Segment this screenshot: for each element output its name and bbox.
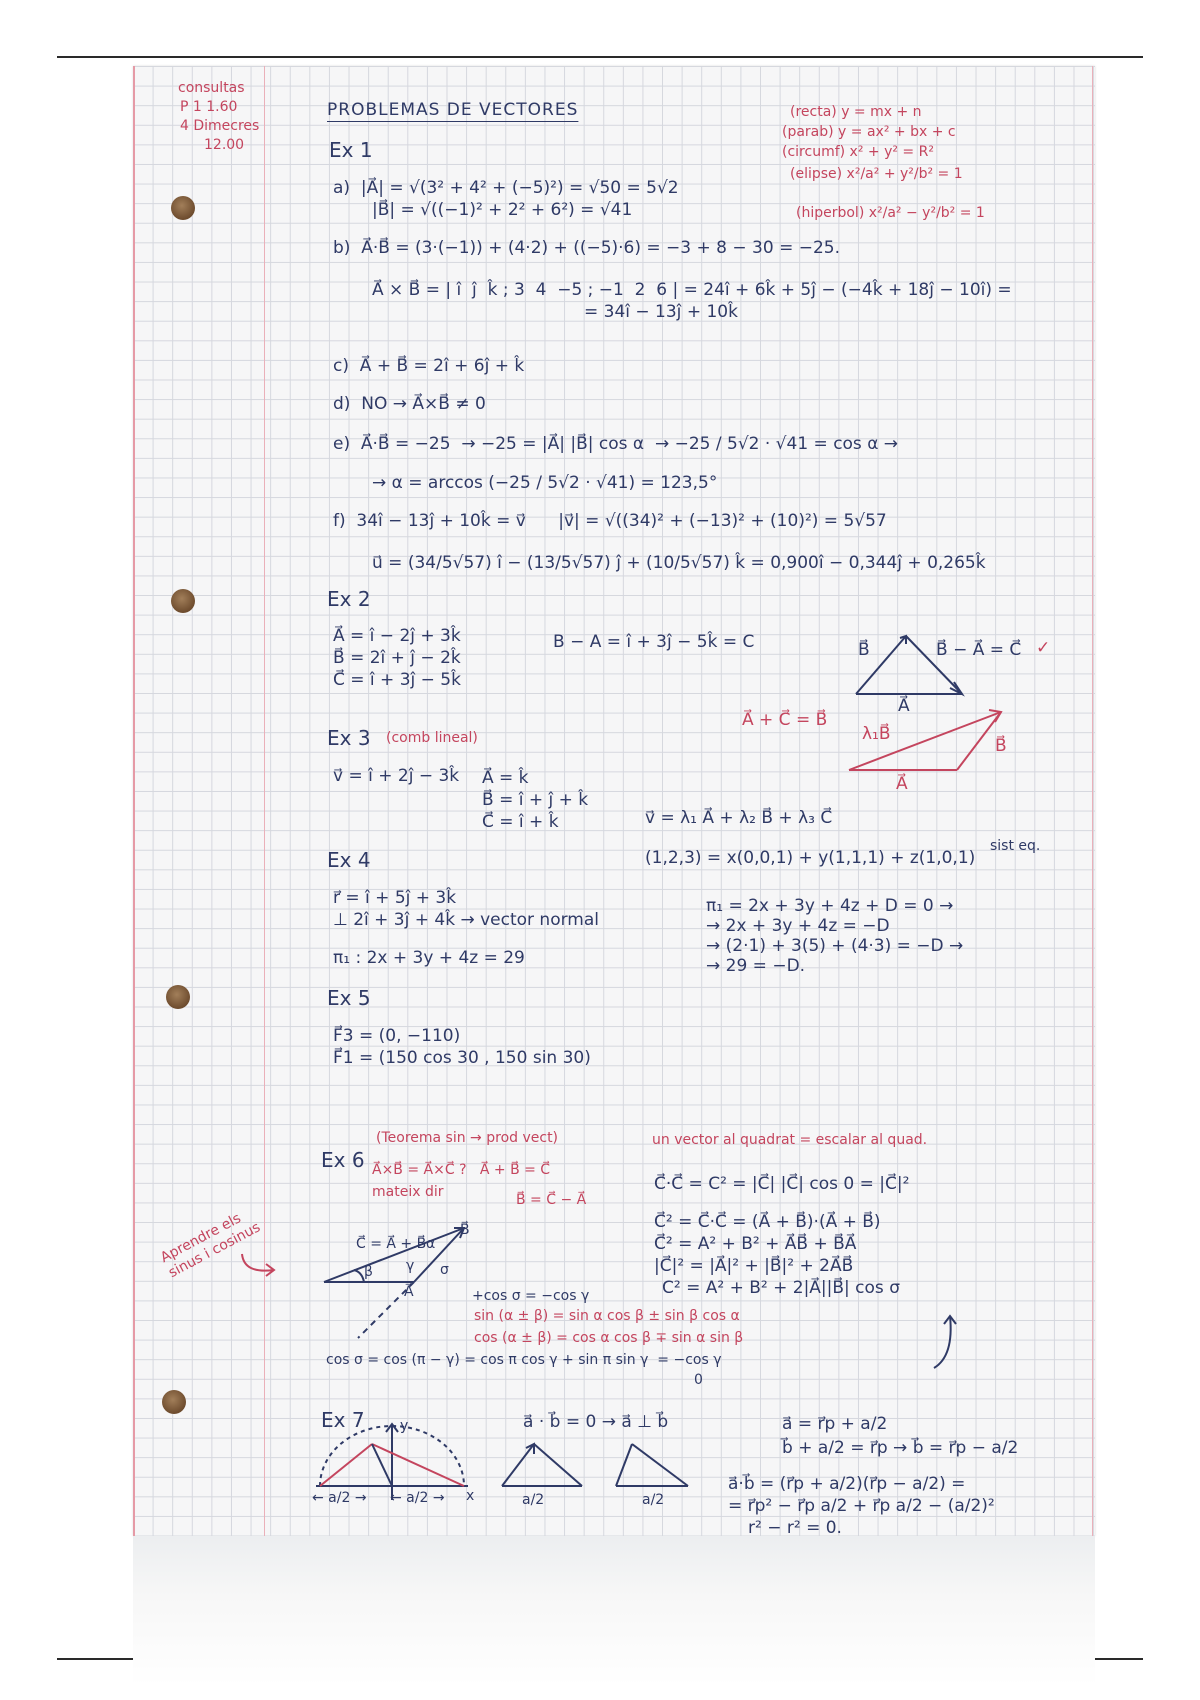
ex6-b-equals: B⃗ = C⃗ − A⃗ bbox=[516, 1192, 587, 1208]
ex5-force-f1: F⃗1 = (150 cos 30 , 150 sin 30) bbox=[333, 1048, 591, 1068]
margin-line-right bbox=[1092, 66, 1093, 1536]
ex7-product-1: a⃗·b⃗ = (r⃗p + a/2)(r⃗p − a/2) = bbox=[728, 1474, 966, 1494]
header-note-line1: consultas bbox=[178, 80, 245, 96]
ex7-half-left: ← a/2 → bbox=[312, 1490, 367, 1506]
ex6-derivation: cos σ = cos (π − γ) = cos π cos γ + sin π sin γ = −cos γ bbox=[326, 1352, 722, 1368]
ex3-vector-v: v⃗ = î + 2ĵ − 3k̂ bbox=[333, 766, 460, 786]
ex4-step1: π₁ = 2x + 3y + 4z + D = 0 → bbox=[706, 896, 954, 916]
ex7-perpendicular: a⃗ · b⃗ = 0 → a⃗ ⊥ b⃗ bbox=[523, 1412, 669, 1432]
ex6-note2: un vector al quadrat = escalar al quad. bbox=[652, 1132, 928, 1148]
ex2-vector-b: B⃗ = 2î + ĵ − 2k̂ bbox=[333, 648, 461, 668]
ex7-axis-x: x bbox=[466, 1488, 475, 1504]
ex4-step3: → (2·1) + 3(5) + (4·3) = −D → bbox=[706, 936, 964, 956]
ex1-f-line1: f) 34î − 13ĵ + 10k̂ = v⃗ |v⃗| = √((34)² + (−13)² + (10)²) = 5√57 bbox=[333, 511, 887, 531]
ex6-cos-rule: cos (α ± β) = cos α cos β ∓ sin α sin β bbox=[474, 1330, 744, 1346]
ex5-label: Ex 5 bbox=[327, 986, 371, 1010]
ex6-fig-alpha: α bbox=[426, 1236, 436, 1252]
ex3-matrix: (1,2,3) = x(0,0,1) + y(1,1,1) + z(1,0,1) bbox=[645, 848, 976, 868]
ex6-fig-b: B⃗ bbox=[460, 1222, 470, 1238]
ex4-vector-r: r⃗ = î + 5ĵ + 3k̂ bbox=[333, 888, 457, 908]
ex3-vector-b: B⃗ = î + ĵ + k̂ bbox=[482, 790, 589, 810]
ex7-triangle-1 bbox=[498, 1438, 588, 1490]
ex3-vector-a: A⃗ = k̂ bbox=[482, 768, 529, 788]
ex2-triangle-diagram bbox=[850, 628, 970, 700]
punch-hole-1 bbox=[171, 196, 195, 220]
margin-line-left bbox=[133, 66, 135, 1536]
ex2-vector-a: A⃗ = î − 2ĵ + 3k̂ bbox=[333, 626, 461, 646]
punch-hole-4 bbox=[162, 1390, 186, 1414]
ex6-cos-relation: +cos σ = −cos γ bbox=[472, 1288, 590, 1304]
ex7-axis-y: y bbox=[400, 1418, 409, 1434]
page-title: PROBLEMAS DE VECTORES bbox=[327, 100, 579, 120]
ex1-f-line2: u⃗ = (34/5√57) î − (13/5√57) ĵ + (10/5√57) k̂ = 0,900î − 0,344ĵ + 0,265k̂ bbox=[372, 553, 986, 573]
ex1-label: Ex 1 bbox=[329, 138, 373, 162]
ex7-a-definition: a⃗ = r⃗p + a/2 bbox=[782, 1414, 888, 1434]
ex6-result-4: |C⃗|² = |A⃗|² + |B⃗|² + 2A⃗B⃗ bbox=[654, 1256, 854, 1276]
ex3-label: Ex 3 bbox=[327, 726, 371, 750]
ex4-step4: → 29 = −D. bbox=[706, 956, 806, 976]
ex7-triangle-1-label: a/2 bbox=[522, 1492, 545, 1508]
formula-circumf: (circumf) x² + y² = R² bbox=[782, 144, 934, 160]
ex2-sum-label: A⃗ + C⃗ = B⃗ bbox=[742, 710, 828, 730]
ex6-fig-a: A⃗ bbox=[404, 1284, 414, 1300]
ex7-half-right: ← a/2 → bbox=[390, 1490, 445, 1506]
ex7-triangle-2 bbox=[612, 1438, 692, 1490]
ex2-check-mark: ✓ bbox=[1036, 638, 1051, 658]
ex1-b-line3: = 34î − 13ĵ + 10k̂ bbox=[584, 302, 738, 322]
ex2-triangle-result: B⃗ − A⃗ = C⃗ bbox=[936, 640, 1022, 660]
ex6-question: A⃗×B⃗ = A⃗×C⃗ ? A⃗ + B⃗ = C⃗ bbox=[372, 1162, 551, 1178]
ex4-plane: π₁ : 2x + 3y + 4z = 29 bbox=[333, 948, 525, 968]
ex6-same-direction: mateix dir bbox=[372, 1184, 444, 1200]
ex1-e-line2: → α = arccos (−25 / 5√2 · √41) = 123,5° bbox=[372, 473, 718, 493]
ex1-e-line1: e) A⃗·B⃗ = −25 → −25 = |A⃗| |B⃗| cos α → −25 / 5√2 · √41 = cos α → bbox=[333, 434, 899, 454]
ex6-result-3: C⃗² = A² + B² + A⃗B⃗ + B⃗A⃗ bbox=[654, 1234, 857, 1254]
margin-line-inner bbox=[264, 66, 265, 1536]
ex5-force-f3: F⃗3 = (0, −110) bbox=[333, 1026, 461, 1046]
formula-recta: (recta) y = mx + n bbox=[790, 104, 922, 120]
ex6-result-1: C⃗·C⃗ = C² = |C⃗| |C⃗| cos 0 = |C⃗|² bbox=[654, 1174, 910, 1194]
ex1-d: d) NO → A⃗×B⃗ ≠ 0 bbox=[333, 394, 486, 414]
ex3-vector-c: C⃗ = î + k̂ bbox=[482, 812, 559, 832]
ex7-label: Ex 7 bbox=[321, 1408, 365, 1432]
header-note-line3: 4 Dimecres bbox=[180, 118, 260, 134]
ex6-sin-rule: sin (α ± β) = sin α cos β ± sin β cos α bbox=[474, 1308, 740, 1324]
ex7-triangle-2-label: a/2 bbox=[642, 1492, 665, 1508]
formula-hiperbola: (hiperbol) x²/a² − y²/b² = 1 bbox=[796, 205, 985, 221]
ex2-sum-label-lambda: λ₁B⃗ bbox=[862, 724, 891, 744]
ex6-fig-c: C⃗ = A⃗ + B⃗ bbox=[356, 1236, 427, 1252]
header-note-line2: P 1 1.60 bbox=[180, 99, 238, 115]
ex6-label: Ex 6 bbox=[321, 1148, 365, 1172]
ex4-normal: ⊥ 2î + 3ĵ + 4k̂ → vector normal bbox=[333, 910, 599, 930]
page-bottom-fade bbox=[133, 1536, 1095, 1686]
ex1-c: c) A⃗ + B⃗ = 2î + 6ĵ + k̂ bbox=[333, 356, 525, 376]
ex6-arrow-up bbox=[930, 1312, 960, 1372]
ex1-b-line2: A⃗ × B⃗ = | î ĵ k̂ ; 3 4 −5 ; −1 2 6 | = 24î + 6k̂ + 5ĵ − (−4k̂ + 18ĵ − 10î) = bbox=[372, 280, 1012, 300]
ex3-combination: v⃗ = λ₁ A⃗ + λ₂ B⃗ + λ₃ C⃗ bbox=[645, 808, 833, 828]
ex2-sum-label-a: A⃗ bbox=[896, 774, 908, 794]
ex7-b-definition: b⃗ + a/2 = r⃗p → b⃗ = r⃗p − a/2 bbox=[782, 1438, 1019, 1458]
ex6-fig-beta: β bbox=[364, 1264, 373, 1280]
header-note-line4: 12.00 bbox=[204, 137, 245, 153]
ex1-a-line1: a) |A⃗| = √(3² + 4² + (−5)²) = √50 = 5√2 bbox=[333, 178, 679, 198]
ex6-note: (Teorema sin → prod vect) bbox=[376, 1130, 559, 1146]
punch-hole-3 bbox=[166, 985, 190, 1009]
ex4-step2: → 2x + 3y + 4z = −D bbox=[706, 916, 890, 936]
ex2-difference: B − A = î + 3ĵ − 5k̂ = C bbox=[553, 632, 755, 652]
ex6-fig-gamma: γ bbox=[406, 1258, 415, 1274]
ex6-zero: 0 bbox=[694, 1372, 703, 1388]
ex7-product-3: r² − r² = 0. bbox=[748, 1518, 842, 1538]
ex6-side-note: Aprendre els sinus i cosinus bbox=[158, 1210, 264, 1282]
ex6-fig-sigma: σ bbox=[440, 1262, 449, 1278]
ex2-triangle-label-a: A⃗ bbox=[898, 696, 910, 716]
ex3-system-note: sist eq. bbox=[990, 838, 1041, 854]
top-rule bbox=[57, 56, 1143, 58]
formula-elipse: (elipse) x²/a² + y²/b² = 1 bbox=[790, 166, 963, 182]
ex2-label: Ex 2 bbox=[327, 587, 371, 611]
ex2-sum-label-b: B⃗ bbox=[995, 736, 1007, 756]
ex6-result-2: C⃗² = C⃗·C⃗ = (A⃗ + B⃗)·(A⃗ + B⃗) bbox=[654, 1212, 881, 1232]
ex6-result-5: C² = A² + B² + 2|A⃗||B⃗| cos σ bbox=[662, 1278, 900, 1298]
ex7-product-2: = r⃗p² − r⃗p a/2 + r⃗p a/2 − (a/2)² bbox=[728, 1496, 995, 1516]
ex1-a-line2: |B⃗| = √((−1)² + 2² + 6²) = √41 bbox=[372, 200, 633, 220]
ex4-label: Ex 4 bbox=[327, 848, 371, 872]
ex6-side-arrow bbox=[240, 1250, 280, 1280]
ex2-triangle-label-b: B⃗ bbox=[858, 640, 870, 660]
ex3-note: (comb lineal) bbox=[386, 730, 478, 746]
ex1-b-line1: b) A⃗·B⃗ = (3·(−1)) + (4·2) + ((−5)·6) = −3 + 8 − 30 = −25. bbox=[333, 238, 840, 258]
ex2-vector-c: C⃗ = î + 3ĵ − 5k̂ bbox=[333, 670, 461, 690]
punch-hole-2 bbox=[171, 589, 195, 613]
formula-parabola: (parab) y = ax² + bx + c bbox=[782, 124, 956, 140]
